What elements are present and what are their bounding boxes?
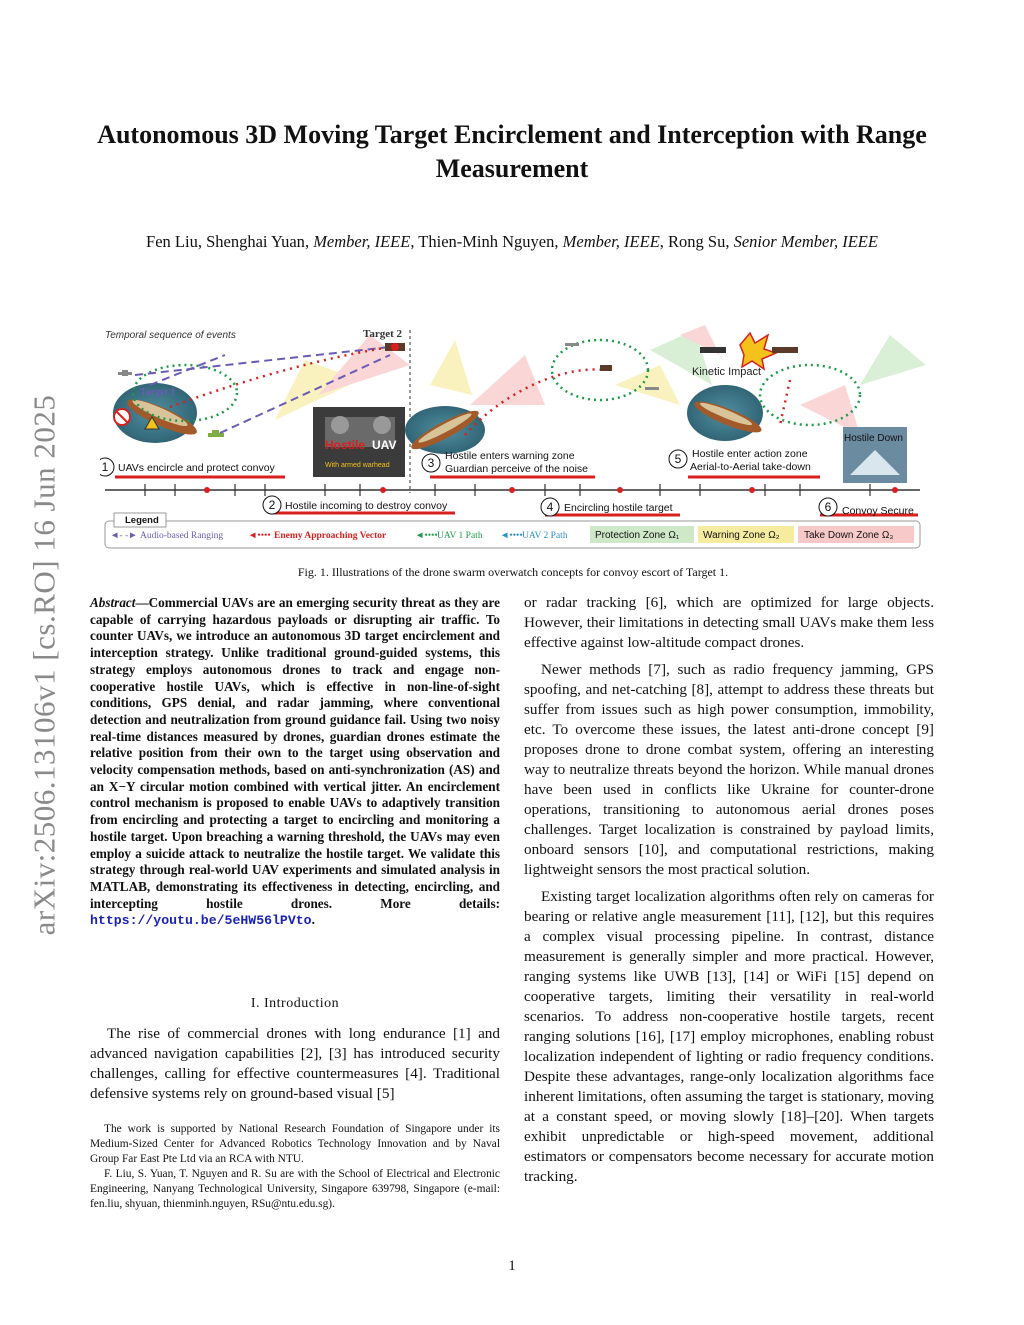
step-6-text: Convoy Secure <box>842 505 914 517</box>
footnote-funding: The work is supported by National Research Foundation of Singapore under its Medium-Sized Center for Advanced Robotics Technology Innovation and by Naval Group Far East Pte Ltd via an RCA with NTU. <box>90 1123 500 1165</box>
paper-title: Autonomous 3D Moving Target Encirclement and Interception with Range Measurement <box>97 120 927 183</box>
step-4-num: 4 <box>546 500 554 514</box>
paragraph: or radar tracking [6], which are optimized for large objects. However, their limitations in detecting small UAVs make them less effective against low-altitude compact drones. <box>524 594 934 651</box>
author-name: Shenghai Yuan <box>206 232 305 251</box>
abstract-body: Commercial UAVs are an emerging security threat as they are capable of carrying hazardous payloads or disrupting air traffic. To counter UAVs, we introduce an autonomous 3D target encirclement and interception strategy. Unlike traditional ground-guided systems, this strategy employs autonomous drones to track and engage non-cooperative hostile UAVs, which is effective in non-line-of-sight conditions, GPS denial, and radar jamming, where conventional detection and neutralization from ground guidance fail. Using two noisy real-time distances measured by drones, guardian drones estimate the relative position from their own to the target using observation and velocity compensation methods, based on anti-synchronization (AS) and an X−Y circular motion combined with vertical jitter. An encirclement control mechanism is proposed to enable UAVs to adaptively transition from encircling and protecting a target to encircling and monitoring a hostile target. Upon breaching a warning threshold, the UAVs may even employ a suicide attack to neutralize the hostile target. We validate this strategy through real-world UAV experiments and simulated analysis in MATLAB, demonstrating its effectiveness in detecting, encircling, and intercepting hostile drones. More details: <box>90 595 500 911</box>
intro-paragraph: The rise of commercial drones with long endurance [1] and advanced navigation capabilities [2], [3] has introduced security challenges, calling for effective countermeasures [4]. Traditional defensive systems rely on ground-based visual [5] <box>90 1025 500 1102</box>
legend-uav1: UAV 1 Path <box>437 531 483 541</box>
author-list: Fen Liu, Shenghai Yuan, Member, IEEE, Thien-Minh Nguyen, Member, IEEE, Rong Su, Senior Member, IEEE <box>146 232 878 251</box>
arxiv-id: arXiv:2506.13106v1 [cs.RO] 16 Jun 2025 <box>26 394 62 935</box>
author-name: Rong Su <box>668 232 726 251</box>
target1-label: Target 1 <box>140 387 176 398</box>
step-3-text-a: Hostile enters warning zone <box>445 450 575 462</box>
legend-enemy: Enemy Approaching Vector <box>274 531 387 541</box>
abstract-lead: Abstract <box>90 595 136 610</box>
abstract-dash: — <box>135 595 149 610</box>
target2-label: Target 2 <box>363 328 403 340</box>
figure-illustration <box>100 325 926 551</box>
figure-1 <box>100 325 926 551</box>
convoy-ship-5 <box>687 385 764 441</box>
svg-text:◄- -►: ◄- -► <box>110 531 138 541</box>
timeline <box>105 477 920 515</box>
svg-text:◄••••: ◄•••• <box>248 531 271 541</box>
legend-protection: Protection Zone Ω₁ <box>595 530 680 541</box>
video-link[interactable]: https://youtu.be/5eHW56lPVto <box>90 913 312 929</box>
right-column <box>524 593 934 1194</box>
step-5-text-a: Hostile enter action zone <box>692 448 808 460</box>
arxiv-stamp <box>20 372 68 957</box>
abstract-end: . <box>311 912 315 928</box>
legend-takedown: Take Down Zone Ω₃ <box>804 530 894 541</box>
hostile-down-label: Hostile Down <box>844 433 903 444</box>
uav-drone-icon <box>208 430 224 437</box>
hostile-drone-icon <box>385 343 405 351</box>
author-role: Member, IEEE <box>313 232 411 251</box>
author-name: Fen Liu <box>146 232 198 251</box>
hostile-uav-label-b: UAV <box>372 438 397 452</box>
svg-text:◄••••: ◄•••• <box>415 531 438 541</box>
legend-warning: Warning Zone Ω₂ <box>703 530 780 541</box>
abstract <box>90 595 500 930</box>
uav-drone-icon <box>118 370 132 376</box>
legend <box>105 513 920 548</box>
legend-uav2: UAV 2 Path <box>522 531 568 541</box>
svg-text:◄••••: ◄•••• <box>500 531 523 541</box>
step-5-num: 5 <box>674 452 682 466</box>
footnotes <box>90 1122 500 1212</box>
fig-header: Temporal sequence of events <box>105 330 236 341</box>
step-2-text: Hostile incoming to destroy convoy <box>285 500 448 512</box>
intro-column <box>90 1024 500 1104</box>
step-1-text: UAVs encircle and protect convoy <box>118 462 275 474</box>
enemy-vector-3 <box>780 380 790 425</box>
kinetic-label: Kinetic Impact <box>692 366 762 378</box>
author-role: Senior Member, IEEE <box>733 232 878 251</box>
step-6-num: 6 <box>824 500 832 514</box>
section-heading: I. Introduction <box>250 996 340 1011</box>
legend-audio: Audio-based Ranging <box>140 531 224 541</box>
step-3-num: 3 <box>427 456 435 470</box>
convoy-ship-3 <box>405 405 485 455</box>
author-role: Member, IEEE <box>562 232 660 251</box>
hostile-uav-label-a: Hostile <box>325 438 366 452</box>
legend-title: Legend <box>125 515 159 526</box>
paragraph: Existing target localization algorithms often rely on cameras for bearing or relative angle measurement [11], [12], but this requires a complex visual processing pipeline. In contrast, distance measurement is generally simpler and more practical. However, ranging systems like UWB [13], [14] or WiFi [15] depend on cooperative targets, limiting their versatility in real-world scenarios. To address non-cooperative hostile targets, recent ranging solutions [16], [17] employ microphones, enabling robust localization independent of lighting or radio frequency conditions. Despite these advantages, range-only localization algorithms face inherent limitations, often assuming the target is stationary, moving at a constant speed, or moving slowly [18]–[20]. When targets exhibit unpredictable or high-speed movement, additional estimators or compensators become necessary for accurate motion tracking. <box>524 888 934 1185</box>
page-number: 1 <box>508 1258 516 1274</box>
author-name: Thien-Minh Nguyen <box>418 232 555 251</box>
step-2-num: 2 <box>268 498 276 512</box>
step-3-text-b: Guardian perceive of the noise <box>445 463 589 475</box>
footnote-affiliation: F. Liu, S. Yuan, T. Nguyen and R. Su are with the School of Electrical and Electronic Engineering, Nanyang Technological University, Singapore 639798, Singapore (e-mail: fen.liu, shyuan, thienminh.nguyen, RSu@ntu.edu.sg). <box>90 1168 500 1210</box>
kinetic-impact-icon <box>700 333 798 369</box>
armed-label: With armed warhead <box>325 462 390 469</box>
figure-caption: Fig. 1. Illustrations of the drone swarm overwatch concepts for convoy escort of Target 1. <box>297 565 729 579</box>
step-4-text: Encircling hostile target <box>564 502 673 514</box>
paragraph: Newer methods [7], such as radio frequency jamming, GPS spoofing, and net-catching [8], attempt to address these threats but suffer from issues such as high power consumption, immobility, etc. To overcome these issues, the latest anti-drone concept [9] proposes drone to drone combat system, offering an interesting way to neutralize threats beyond the horizon. While manual drones have been used in conflicts like Ukraine for counter-drone operations, transitioning to autonomous aerial drones poses challenges. Target localization is constrained by payload limits, onboard sensors [10], and computational restrictions, making lightweight sensors the most practical solution. <box>524 661 934 878</box>
step-1-num: 1 <box>101 460 109 474</box>
step-5-text-b: Aerial-to-Aerial take-down <box>690 461 811 473</box>
